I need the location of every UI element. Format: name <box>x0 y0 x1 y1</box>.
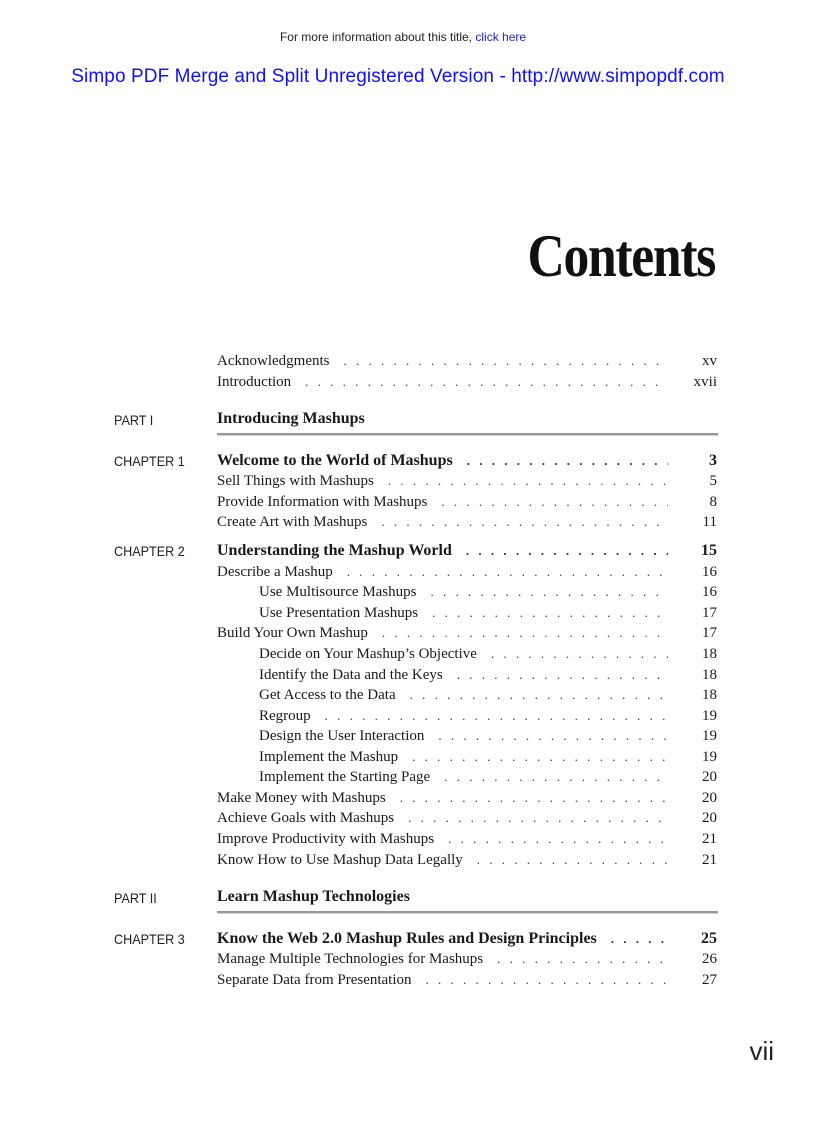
toc-page-number: 8 <box>709 494 717 510</box>
toc-page-number: xvii <box>693 374 717 390</box>
toc-entry-title: Separate Data from Presentation <box>217 972 412 988</box>
chapter-page-number: 15 <box>701 542 717 559</box>
toc-entry-title: Use Multisource Mashups <box>259 584 417 600</box>
part-label: PART II <box>114 890 157 906</box>
leader-dots <box>444 769 668 785</box>
chapter-label: CHAPTER 1 <box>114 453 185 469</box>
toc-page-number: 5 <box>709 473 717 489</box>
toc-entry[interactable] <box>217 625 674 642</box>
toc-entry[interactable] <box>217 514 674 531</box>
toc-entry-title: Get Access to the Data <box>259 687 396 703</box>
leader-dots <box>477 852 668 868</box>
chapter-page-number: 3 <box>709 452 717 469</box>
leader-dots <box>457 667 668 683</box>
toc-entry-title: Achieve Goals with Mashups <box>217 810 395 826</box>
leader-dots <box>381 514 668 530</box>
leader-dots <box>305 374 668 390</box>
toc-entry[interactable] <box>217 353 674 370</box>
toc-subentry[interactable] <box>259 584 674 601</box>
part-divider <box>217 433 718 436</box>
toc-entry-title: Build Your Own Mashup <box>217 625 368 641</box>
toc-subentry[interactable] <box>259 605 674 622</box>
leader-dots <box>448 831 668 847</box>
toc-subentry[interactable] <box>259 728 674 745</box>
toc-entry-title: Make Money with Mashups <box>217 790 386 806</box>
toc-entry-title: Identify the Data and the Keys <box>259 667 443 683</box>
leader-dots <box>611 931 668 947</box>
toc-page-number: 21 <box>702 852 717 868</box>
toc-page-number: 11 <box>702 514 717 530</box>
leader-dots <box>441 494 668 510</box>
watermark-banner: Simpo PDF Merge and Split Unregistered Version - http://www.simpopdf.com <box>71 66 725 87</box>
toc-entry[interactable] <box>217 564 674 581</box>
chapter-title: Understanding the Mashup World <box>217 542 452 559</box>
toc-page-number: 19 <box>702 749 717 765</box>
toc-page-number: 20 <box>702 810 717 826</box>
toc-page-number: 19 <box>702 708 717 724</box>
toc-entry[interactable] <box>217 374 674 391</box>
toc-entry[interactable] <box>217 951 674 968</box>
part-divider <box>217 911 718 914</box>
toc-page-number: 18 <box>702 646 717 662</box>
chapter-title-entry[interactable] <box>217 542 674 560</box>
toc-entry-title: Acknowledgments <box>217 353 330 369</box>
chapter-title-entry[interactable] <box>217 930 674 948</box>
page-folio: vii <box>749 1036 774 1066</box>
chapter-title-entry[interactable] <box>217 452 674 470</box>
chapter-title: Know the Web 2.0 Mashup Rules and Design Principles <box>217 930 597 947</box>
leader-dots <box>408 810 668 826</box>
toc-page-number: 18 <box>702 667 717 683</box>
leader-dots <box>347 564 668 580</box>
toc-entry[interactable] <box>217 852 674 869</box>
toc-entry[interactable] <box>217 494 674 511</box>
leader-dots <box>497 951 668 967</box>
more-info-text: For more information about this title, <box>279 30 473 44</box>
leader-dots <box>466 543 668 559</box>
leader-dots <box>410 687 668 703</box>
toc-entry-title: Decide on Your Mashup’s Objective <box>259 646 477 662</box>
chapter-title: Welcome to the World of Mashups <box>217 452 453 469</box>
toc-entry-title: Sell Things with Mashups <box>217 473 374 489</box>
toc-entry-title: Regroup <box>259 708 311 724</box>
toc-page-number: 18 <box>702 687 717 703</box>
toc-page-number: 16 <box>702 584 717 600</box>
toc-entry-title: Know How to Use Mashup Data Legally <box>217 852 463 868</box>
more-info-line <box>0 30 806 44</box>
toc-entry[interactable] <box>217 831 674 848</box>
part-title[interactable]: Introducing Mashups <box>217 410 365 427</box>
toc-subentry[interactable] <box>259 646 674 663</box>
toc-entry-title: Design the User Interaction <box>259 728 425 744</box>
page-title: Contents <box>527 223 715 289</box>
leader-dots <box>400 790 668 806</box>
toc-page-number: xv <box>702 353 717 369</box>
toc-page-number: 20 <box>702 790 717 806</box>
leader-dots <box>431 584 669 600</box>
toc-entry-title: Manage Multiple Technologies for Mashups <box>217 951 484 967</box>
toc-entry-title: Create Art with Mashups <box>217 514 368 530</box>
toc-page-number: 17 <box>702 605 717 621</box>
leader-dots <box>438 728 668 744</box>
toc-page-number: 16 <box>702 564 717 580</box>
toc-entry-title: Improve Productivity with Mashups <box>217 831 435 847</box>
toc-subentry[interactable] <box>259 769 674 786</box>
chapter-page-number: 25 <box>701 930 717 947</box>
leader-dots <box>467 453 668 469</box>
toc-entry-title: Provide Information with Mashups <box>217 494 428 510</box>
chapter-label: CHAPTER 3 <box>114 931 185 947</box>
toc-subentry[interactable] <box>259 708 674 725</box>
toc-entry-title: Implement the Mashup <box>259 749 399 765</box>
leader-dots <box>432 605 668 621</box>
toc-entry-title: Introduction <box>217 374 292 390</box>
leader-dots <box>325 708 668 724</box>
part-label: PART I <box>114 412 154 428</box>
click-here-link[interactable]: click here <box>475 30 527 44</box>
toc-entry-title: Describe a Mashup <box>217 564 333 580</box>
leader-dots <box>343 353 668 369</box>
leader-dots <box>426 972 668 988</box>
toc-page-number: 27 <box>702 972 717 988</box>
toc-entry-title: Use Presentation Mashups <box>259 605 419 621</box>
toc-entry[interactable] <box>217 790 674 807</box>
leader-dots <box>382 625 668 641</box>
toc-page-number: 21 <box>702 831 717 847</box>
leader-dots <box>491 646 668 662</box>
toc-subentry[interactable] <box>259 749 674 766</box>
toc-subentry[interactable] <box>259 687 674 704</box>
toc-entry[interactable] <box>217 810 674 827</box>
leader-dots <box>388 473 668 489</box>
toc-entry-title: Implement the Starting Page <box>259 769 431 785</box>
toc-page-number: 26 <box>702 951 717 967</box>
leader-dots <box>412 749 668 765</box>
toc-entry[interactable] <box>217 473 674 490</box>
toc-subentry[interactable] <box>259 667 674 684</box>
toc-page-number: 19 <box>702 728 717 744</box>
chapter-label: CHAPTER 2 <box>114 543 185 559</box>
toc-page-number: 17 <box>702 625 717 641</box>
part-title[interactable]: Learn Mashup Technologies <box>217 888 410 905</box>
toc-entry[interactable] <box>217 972 674 989</box>
toc-page-number: 20 <box>702 769 717 785</box>
